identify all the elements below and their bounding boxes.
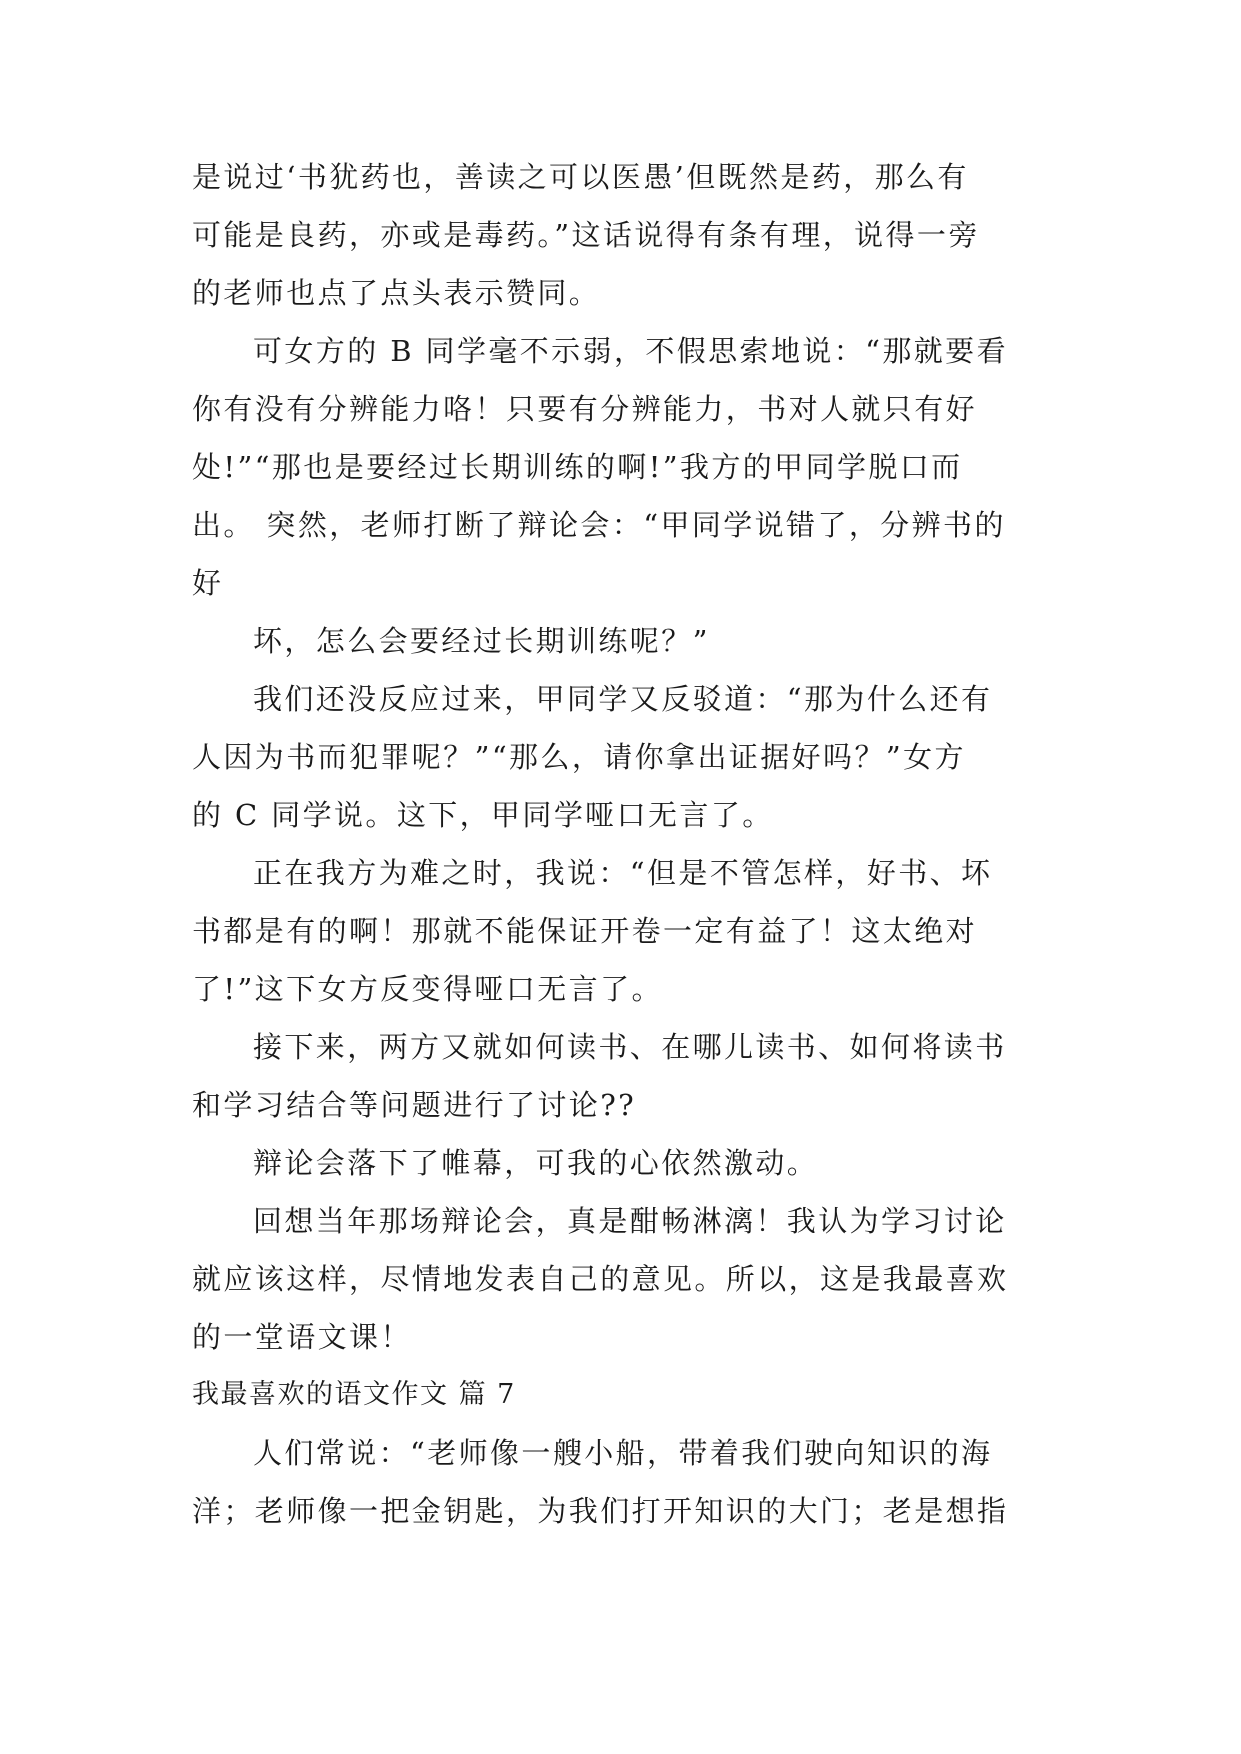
paragraph-line: 人们常说：“老师像一艘小船，带着我们驶向知识的海: [253, 1436, 993, 1470]
paragraph-line: 处!”“那也是要经过长期训练的啊!”我方的甲同学脱口而: [192, 450, 963, 484]
paragraph-line: 书都是有的啊！那就不能保证开卷一定有益了！这太绝对: [192, 914, 978, 948]
paragraph-line: 的一堂语文课！: [192, 1320, 412, 1354]
paragraph-line: 好: [192, 566, 224, 600]
paragraph-line: 的老师也点了点头表示赞同。: [192, 276, 601, 310]
paragraph-line: 人因为书而犯罪呢？”“那么，请你拿出证据好吗？”女方: [192, 740, 966, 774]
paragraph-line: 可女方的 B 同学毫不示弱，不假思索地说：“那就要看: [253, 334, 1008, 368]
paragraph-line: 了!”这下女方反变得哑口无言了。: [192, 972, 663, 1006]
paragraph-line: 正在我方为难之时，我说：“但是不管怎样，好书、坏: [253, 856, 993, 890]
paragraph-line: 出。 突然，老师打断了辩论会：“甲同学说错了，分辨书的: [192, 508, 1006, 542]
paragraph-line: 坏，怎么会要经过长期训练呢？”: [253, 624, 710, 658]
paragraph-line: 的 C 同学说。这下，甲同学哑口无言了。: [192, 798, 774, 832]
paragraph-line: 和学习结合等问题进行了讨论??: [192, 1088, 637, 1122]
paragraph-line: 辩论会落下了帷幕，可我的心依然激动。: [253, 1146, 819, 1180]
paragraph-line: 就应该这样，尽情地发表自己的意见。所以，这是我最喜欢: [192, 1262, 1009, 1296]
section-heading: 我最喜欢的语文作文 篇 7: [192, 1379, 516, 1410]
paragraph-line: 接下来，两方又就如何读书、在哪儿读书、如何将读书: [253, 1030, 1007, 1064]
paragraph-line: 是说过‘书犹药也，善读之可以医愚’但既然是药，那么有: [192, 160, 969, 194]
paragraph-line: 回想当年那场辩论会，真是酣畅淋漓！我认为学习讨论: [253, 1204, 1007, 1238]
paragraph-line: 洋；老师像一把金钥匙，为我们打开知识的大门；老是想指: [192, 1494, 1009, 1528]
paragraph-line: 我们还没反应过来，甲同学又反驳道：“那为什么还有: [253, 682, 993, 716]
paragraph-line: 可能是良药，亦或是毒药。”这话说得有条有理，说得一旁: [192, 218, 980, 252]
paragraph-line: 你有没有分辨能力咯！只要有分辨能力，书对人就只有好: [192, 392, 978, 426]
